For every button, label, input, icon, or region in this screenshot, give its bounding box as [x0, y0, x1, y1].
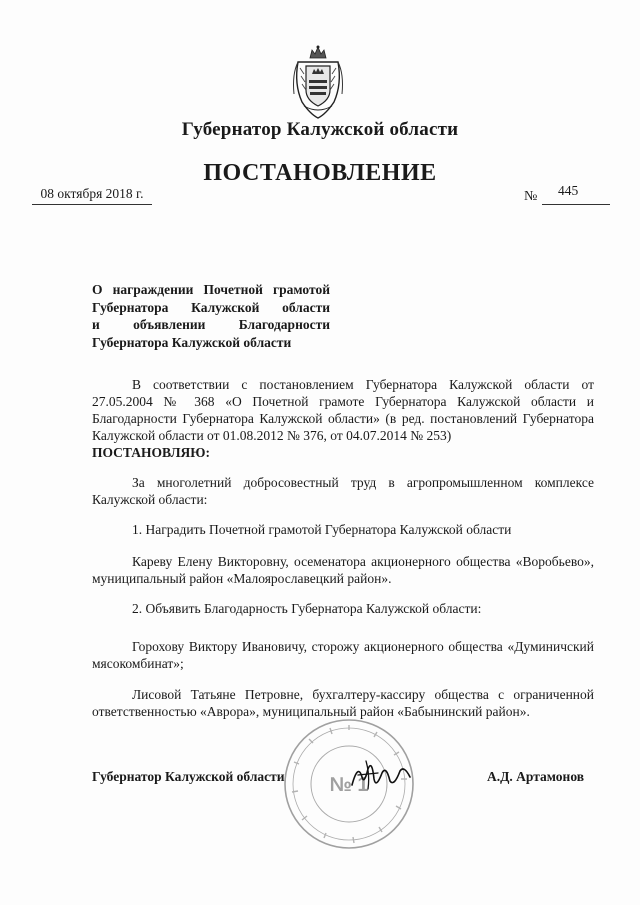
item-1-paragraph: 1. Наградить Почетной грамотой Губернатора Калужской области: [132, 522, 512, 537]
handwritten-signature: [348, 755, 416, 795]
number-value: 445: [558, 183, 579, 198]
document-type-heading: ПОСТАНОВЛЕНИЕ: [203, 160, 437, 186]
stamp-number: № 1: [329, 774, 369, 796]
subject-line: О награждении Почетной грамотой: [92, 282, 330, 297]
subject-line: Губернатора Калужской области: [92, 299, 330, 315]
document-subject: [92, 281, 330, 351]
number-underline: [542, 204, 610, 205]
subject-line: и объявлении Благодарности: [92, 317, 330, 332]
awardee-1-paragraph: Кареву Елену Викторовну, осеменатора акционерного общества «Воробьево», муниципальный район «Малоярославецкий район».: [92, 554, 594, 586]
awardee-2-paragraph: Горохову Виктору Ивановичу, сторожу акционерного общества «Думиничский мясокомбинат»;: [92, 639, 594, 671]
signatory-name: А.Д. Артамонов: [487, 769, 585, 784]
reason-paragraph: За многолетний добросовестный труд в агропромышленном комплексе Калужской области:: [92, 475, 594, 507]
subject-line: Губернатора Калужской области: [92, 334, 292, 350]
document-number: [524, 183, 610, 205]
issuer-title: Губернатор Калужской области: [181, 119, 459, 140]
preamble-paragraph: В соответствии с постановлением Губернатора Калужской области от 27.05.2004 № 368 «О Почетной грамоте Губернатора Калужской области и Благодарности Губернатора Калужской области» (в ред. постановлений Губернатора Калужской области от 01.08.2012 № 376, от 04.07.2014 № 253): [92, 377, 594, 443]
item-2-paragraph: 2. Объявить Благодарность Губернатора Калужской области:: [132, 601, 482, 616]
document-date: 08 октября 2018 г.: [32, 186, 152, 205]
awardee-3-paragraph: Лисовой Татьяне Петровне, бухгалтеру-кассиру общества с ограниченной ответственностью «Аврора», муниципальный район «Бабынинский район».: [92, 687, 594, 719]
number-sign: №: [524, 189, 538, 204]
signatory-position: Губернатор Калужской области: [92, 769, 285, 784]
coat-of-arms-icon: [288, 44, 348, 120]
resolve-heading: ПОСТАНОВЛЯЮ:: [92, 445, 210, 460]
